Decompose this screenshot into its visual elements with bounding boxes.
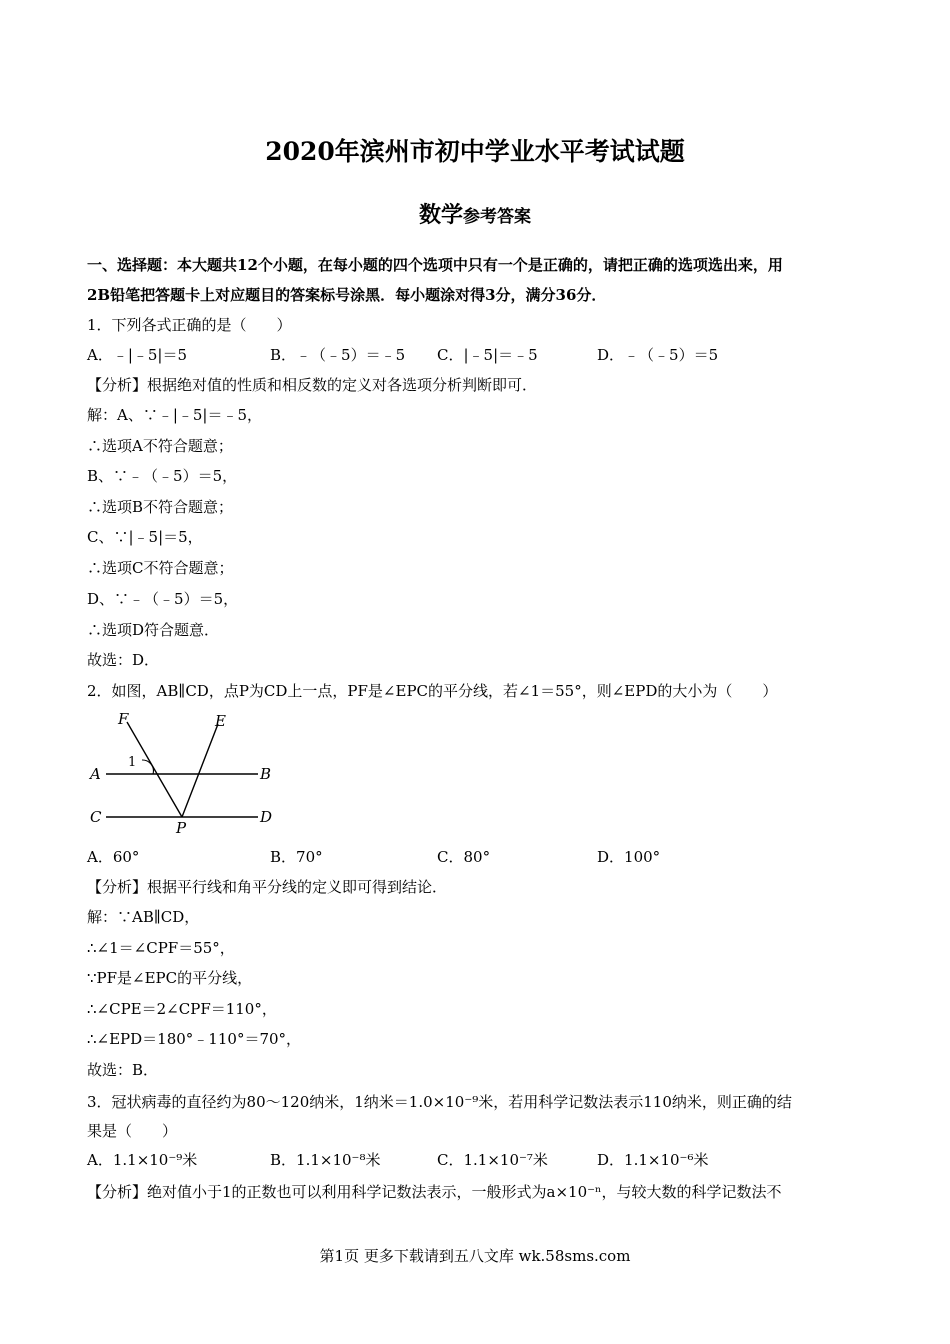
q3-stem-line1: 3．冠状病毒的直径约为80～120纳米，1纳米＝1.0×10⁻⁹米，若用科学记数法表示110纳米，则正确的结 bbox=[87, 1093, 792, 1111]
q3-option-b: B．1.1×10⁻⁸米 bbox=[270, 1151, 381, 1169]
page-title: 2020年滨州市初中学业水平考试试题 bbox=[265, 137, 685, 166]
q2-geometry-figure bbox=[86, 710, 286, 835]
q1-option-a: A．﹣|﹣5|＝5 bbox=[87, 346, 188, 364]
q2-option-c: C．80° bbox=[437, 848, 491, 866]
label-angle-1: 1 bbox=[128, 755, 137, 770]
page-subtitle bbox=[0, 200, 950, 232]
section-heading-line2: 2B铅笔把答题卡上对应题目的答案标号涂黑．每小题涂对得3分，满分36分． bbox=[87, 286, 607, 304]
q2-stem: 2．如图，AB∥CD，点P为CD上一点，PF是∠EPC的平分线，若∠1＝55°，则∠EPD的大小为（ ） bbox=[87, 682, 778, 700]
q1-option-b: B．﹣（﹣5）＝﹣5 bbox=[270, 346, 406, 364]
q2-analysis: 【分析】根据平行线和角平分线的定义即可得到结论． bbox=[87, 878, 448, 896]
q1-stem: 1．下列各式正确的是（ ） bbox=[87, 316, 292, 334]
q1-solution-line: B、∵﹣（﹣5）＝5， bbox=[87, 467, 238, 485]
label-d: D bbox=[260, 808, 273, 826]
q1-solution-line: C、∵|﹣5|＝5， bbox=[87, 528, 203, 546]
q3-stem-line2: 果是（ ） bbox=[87, 1122, 178, 1140]
subtitle-small: 参考答案 bbox=[463, 207, 531, 227]
q3-option-c: C．1.1×10⁻⁷米 bbox=[437, 1151, 548, 1169]
label-f: F bbox=[118, 710, 129, 728]
q3-analysis: 【分析】绝对值小于1的正数也可以利用科学记数法表示，一般形式为a×10⁻ⁿ，与较大数的科学记数法不 bbox=[87, 1183, 782, 1201]
label-e: E bbox=[215, 712, 226, 730]
q2-solution-line: 解：∵AB∥CD， bbox=[87, 908, 200, 926]
q2-solution-line: ∴∠1＝∠CPF＝55°， bbox=[87, 939, 235, 957]
angle-1-arc bbox=[142, 760, 153, 774]
label-c: C bbox=[90, 808, 102, 826]
q2-solution-line: ∴∠EPD＝180°﹣110°＝70°， bbox=[87, 1030, 302, 1048]
q1-solution-line: ∴选项D符合题意． bbox=[87, 621, 220, 639]
subtitle-main: 数学 bbox=[418, 202, 463, 228]
q2-option-b: B．70° bbox=[270, 848, 323, 866]
q1-solution-line: D、∵﹣（﹣5）＝5， bbox=[87, 590, 239, 608]
q2-option-d: D．100° bbox=[597, 848, 661, 866]
q1-option-c: C．|﹣5|＝﹣5 bbox=[437, 346, 538, 364]
label-a: A bbox=[90, 765, 101, 783]
q2-solution-line: ∵PF是∠EPC的平分线， bbox=[87, 969, 253, 987]
line-pe bbox=[182, 724, 218, 817]
q1-option-d: D．﹣（﹣5）＝5 bbox=[597, 346, 719, 364]
q1-solution-line: ∴选项C不符合题意； bbox=[87, 559, 234, 577]
q1-solution-line: 解：A、∵﹣|﹣5|＝﹣5， bbox=[87, 406, 263, 424]
section-heading-line1: 一、选择题：本大题共12个小题，在每小题的四个选项中只有一个是正确的，请把正确的选项选出来，用 bbox=[87, 256, 783, 274]
q1-solution-line: 故选：D． bbox=[87, 651, 160, 669]
q3-option-d: D．1.1×10⁻⁶米 bbox=[597, 1151, 709, 1169]
q2-solution-line: 故选：B． bbox=[87, 1061, 159, 1079]
q2-option-a: A．60° bbox=[87, 848, 140, 866]
q2-solution-line: ∴∠CPE＝2∠CPF＝110°， bbox=[87, 1000, 277, 1018]
q1-analysis: 【分析】根据绝对值的性质和相反数的定义对各选项分析判断即可． bbox=[87, 376, 538, 394]
page-footer: 第1页 更多下载请到五八文库 wk.58sms.com bbox=[319, 1247, 631, 1265]
q1-solution-line: ∴选项A不符合题意； bbox=[87, 437, 233, 455]
label-b: B bbox=[260, 765, 272, 783]
q3-option-a: A．1.1×10⁻⁹米 bbox=[87, 1151, 198, 1169]
q1-solution-line: ∴选项B不符合题意； bbox=[87, 498, 234, 516]
label-p: P bbox=[176, 819, 187, 835]
